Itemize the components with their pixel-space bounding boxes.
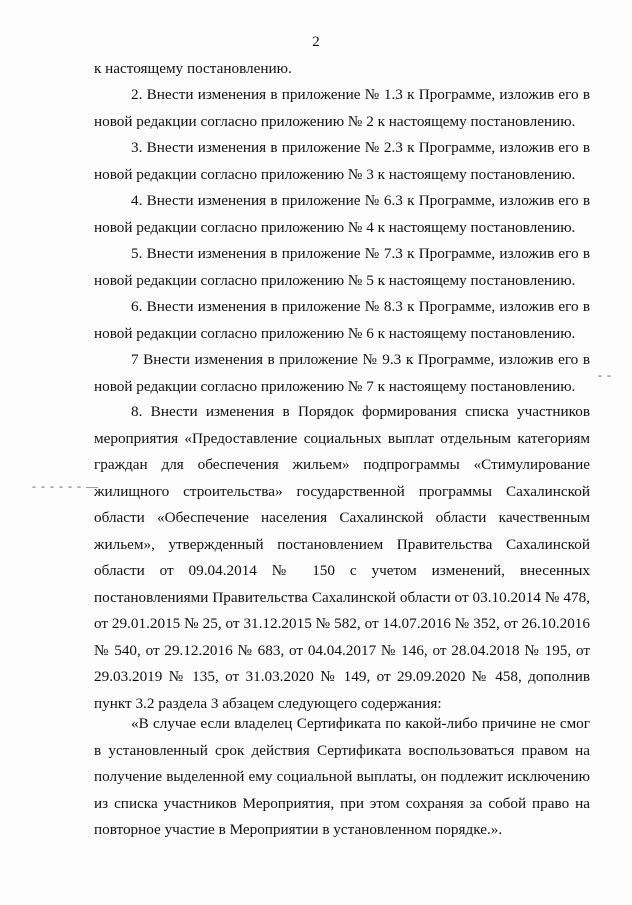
paragraph-quote: «В случае если владелец Сертификата по какой-либо причине не смог в установленный срок действия Сертификата воспользоваться правом на получение выделенной ему социальной выплаты, он подлежит исключению из списка участников Мероприятия, при этом сохраняя за собой право на повторное участие в Мероприятии в установленном порядке.». [94, 715, 590, 838]
scan-artifact-dashes-right: - - [598, 368, 612, 382]
paragraph-item-6: 6. Внести изменения в приложение № 8.3 к Программе, изложив его в новой редакции согласно приложению № 6 к настоящему постановлению. [94, 298, 590, 342]
paragraph-item-2: 2. Внести изменения в приложение № 1.3 к Программе, изложив его в новой редакции согласно приложению № 2 к настоящему постановлению. [94, 86, 590, 130]
paragraph-item-8: 8. Внести изменения в Порядок формирования списка участников мероприятия «Предоставление социальных выплат отдельным категориям граждан для обеспечения жильем» подпрограммы «Стимулирование жилищного строительства» государственной программы Сахалинской области «Обеспечение населения Сахалинской области качественным жильем», утвержденный постановлением Правительства Сахалинской области от 09.04.2014 № 150 с учетом изменений, внесенных постановлениями Правительства Сахалинской области от 03.10.2014 № 478, от 29.01.2015 № 25, от 31.12.2015 № 582, от 14.07.2016 № 352, от 26.10.2016 № 540, от 29.12.2016 № 683, от 04.04.2017 № 146, от 28.04.2018 № 195, от 29.03.2019 № 135, от 31.03.2020 № 149, от 29.09.2020 № 458, дополнив пункт 3.2 раздела 3 абзацем следующего содержания: [94, 403, 590, 712]
paragraph-continuation: к настоящему постановлению. [94, 60, 292, 77]
scan-artifact-dashes: - - - - - - — [32, 479, 99, 493]
paragraph-item-3: 3. Внести изменения в приложение № 2.3 к Программе, изложив его в новой редакции согласно приложению № 3 к настоящему постановлению. [94, 139, 590, 183]
paragraph-item-5: 5. Внести изменения в приложение № 7.3 к Программе, изложив его в новой редакции согласно приложению № 5 к настоящему постановлению. [94, 245, 590, 289]
paragraph-item-7: 7 Внести изменения в приложение № 9.3 к Программе, изложив его в новой редакции согласно приложению № 7 к настоящему постановлению. [94, 351, 590, 395]
page-number: 2 [312, 34, 320, 50]
paragraph-item-4: 4. Внести изменения в приложение № 6.3 к Программе, изложив его в новой редакции согласно приложению № 4 к настоящему постановлению. [94, 192, 590, 236]
